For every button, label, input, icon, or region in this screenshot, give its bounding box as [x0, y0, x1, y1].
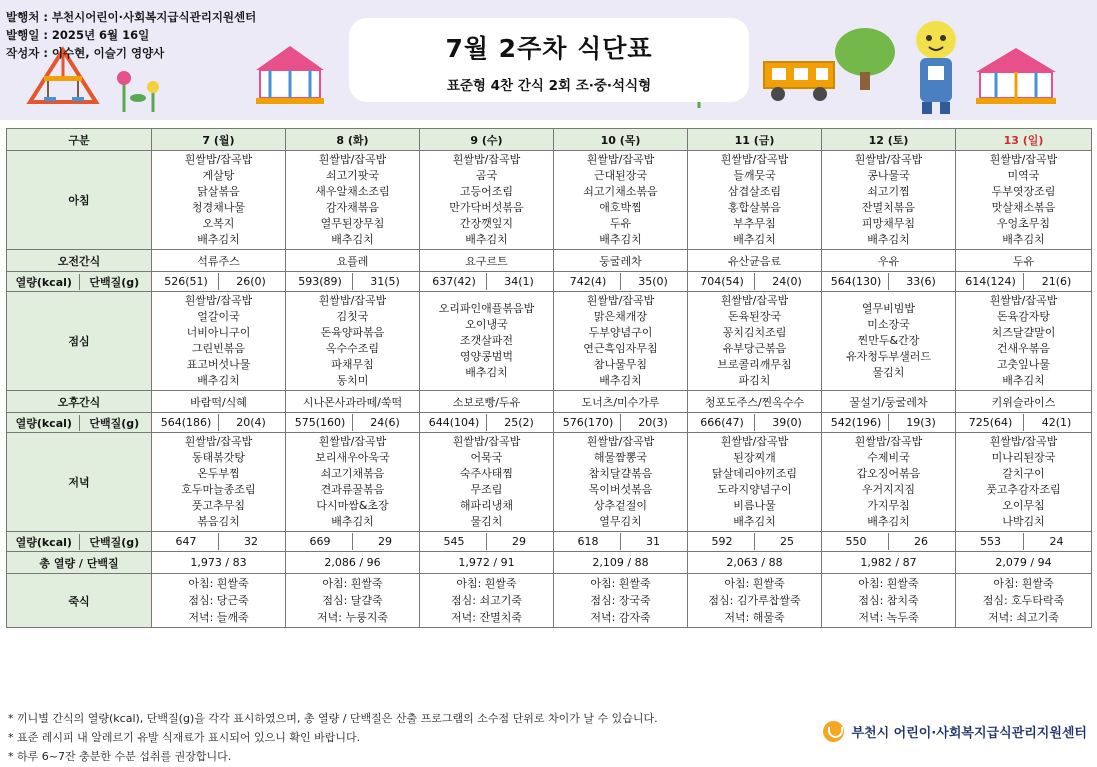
- kcal-value: 704(54): [690, 273, 755, 290]
- total-mon: 1,973 / 83: [152, 552, 286, 574]
- juk-mon: 아침: 흰쌀죽 점심: 당근죽 저녁: 들깨죽: [152, 574, 286, 628]
- afternoon-snack-sun: 키위슬라이스: [956, 391, 1092, 413]
- row-kcal-morning: [7, 272, 1092, 292]
- kcal-value: 593(89): [288, 273, 353, 290]
- col-header-0: 구분: [7, 129, 152, 151]
- row-morning-snack: [7, 250, 1092, 272]
- row-label-afternoon-snack: 오후간식: [7, 391, 152, 413]
- kcal-value: 564(130): [824, 273, 889, 290]
- kcal-afternoon-wed: [420, 413, 554, 433]
- kcal-value: 644(104): [422, 414, 487, 431]
- lunch-sun: 흰쌀밥/잡곡밥 돈육감자탕 치즈달걀말이 건새우볶음 고춧잎나물 배추김치: [956, 292, 1092, 391]
- kcal-label-left-2: 열량(kcal): [9, 415, 80, 431]
- breakfast-thu: 흰쌀밥/잡곡밥 근대된장국 쇠고기채소볶음 애호박찜 두유 배추김치: [554, 151, 688, 250]
- juk-tue: 아침: 흰쌀죽 점심: 달걀죽 저녁: 누룽지죽: [286, 574, 420, 628]
- morning-snack-sat: 우유: [822, 250, 956, 272]
- kcal-value: 742(4): [556, 273, 621, 290]
- kcal-value: 550: [824, 533, 889, 550]
- kcal-dinner-sun: [956, 532, 1092, 552]
- page-title: 7월 2주차 식단표: [445, 34, 653, 63]
- morning-snack-sun: 두유: [956, 250, 1092, 272]
- col-header-1: 7 (월): [152, 129, 286, 151]
- lunch-wed: 오리파인애플볶음밥 오이냉국 조갯살파전 영양콩범벅 배추김치: [420, 292, 554, 391]
- train-icon: [760, 52, 840, 108]
- protein-value: 20(3): [638, 416, 668, 429]
- kcal-morning-mon: [152, 272, 286, 292]
- morning-snack-fri: 유산균음료: [688, 250, 822, 272]
- row-label-dinner: 저녁: [7, 433, 152, 532]
- kcal-morning-tue: [286, 272, 420, 292]
- morning-snack-tue: 요플레: [286, 250, 420, 272]
- juk-fri: 아침: 흰쌀죽 점심: 김가루찹쌀죽 저녁: 해물죽: [688, 574, 822, 628]
- row-label-lunch: 점심: [7, 292, 152, 391]
- tree-icon: [830, 22, 900, 92]
- row-dinner: [7, 433, 1092, 532]
- breakfast-tue: 흰쌀밥/잡곡밥 쇠고기팟국 새우알채소조림 감자채볶음 열무된장무침 배추김치: [286, 151, 420, 250]
- kcal-afternoon-tue: [286, 413, 420, 433]
- protein-value: 32: [244, 535, 258, 548]
- juk-sat: 아침: 흰쌀죽 점심: 참치죽 저녁: 녹두죽: [822, 574, 956, 628]
- protein-value: 39(0): [772, 416, 802, 429]
- page-footer: [0, 705, 1097, 767]
- page-header: [0, 0, 1097, 120]
- morning-snack-thu: 둥굴레차: [554, 250, 688, 272]
- row-label-total: 총 열량 / 단백질: [7, 552, 152, 574]
- kcal-value: 545: [422, 533, 487, 550]
- kcal-value: 647: [154, 533, 219, 550]
- breakfast-mon: 흰쌀밥/잡곡밥 게살탕 닭살볶음 청경채나물 오복지 배추김치: [152, 151, 286, 250]
- lunch-tue: 흰쌀밥/잡곡밥 김칫국 돈육양파볶음 옥수수조림 파채무침 동치미: [286, 292, 420, 391]
- col-header-6: 12 (토): [822, 129, 956, 151]
- lunch-sat: 열무비빔밥 미소장국 찐만두&간장 유자청두부샐러드 물김치: [822, 292, 956, 391]
- afternoon-snack-thu: 도너츠/미수가루: [554, 391, 688, 413]
- kcal-value: 564(186): [154, 414, 219, 431]
- kcal-value: 553: [958, 533, 1024, 550]
- afternoon-snack-mon: 바람떡/식혜: [152, 391, 286, 413]
- juk-wed: 아침: 흰쌀죽 점심: 쇠고기죽 저녁: 잔멸치죽: [420, 574, 554, 628]
- kcal-label-right-3: 단백질(g): [89, 535, 140, 549]
- protein-value: 29: [378, 535, 392, 548]
- footer-note-3: * 하루 6~7잔 충분한 수분 섭취를 권장합니다.: [8, 750, 232, 763]
- juk-thu: 아침: 흰쌀죽 점심: 장국죽 저녁: 감자죽: [554, 574, 688, 628]
- kcal-value: 576(170): [556, 414, 621, 431]
- total-tue: 2,086 / 96: [286, 552, 420, 574]
- dinner-wed: 흰쌀밥/잡곡밥 어묵국 숙주사태찜 무조림 해파리냉채 물김치: [420, 433, 554, 532]
- kcal-afternoon-thu: [554, 413, 688, 433]
- title-plate: [349, 18, 749, 102]
- protein-value: 26(0): [236, 275, 266, 288]
- kcal-dinner-wed: [420, 532, 554, 552]
- kcal-value: 575(160): [288, 414, 353, 431]
- kcal-dinner-thu: [554, 532, 688, 552]
- protein-value: 24: [1049, 535, 1064, 548]
- protein-value: 34(1): [504, 275, 534, 288]
- col-header-3: 9 (수): [420, 129, 554, 151]
- kcal-value: 614(124): [958, 273, 1024, 290]
- flower-icon: [108, 62, 168, 112]
- row-totals: [7, 552, 1092, 574]
- footer-note-1: * 끼니별 간식의 열량(kcal), 단백질(g)을 각각 표시하였으며, 총 열량 / 단백질은 산출 프로그램의 소수점 단위로 차이가 날 수 있습니다.: [8, 712, 658, 725]
- smile-logo-icon: [823, 721, 844, 742]
- breakfast-sun: 흰쌀밥/잡곡밥 미역국 두부엿장조림 맛살채소볶음 우엉초무침 배추김치: [956, 151, 1092, 250]
- lunch-mon: 흰쌀밥/잡곡밥 얼갈이국 너비아니구이 그린빈볶음 표고버섯나물 배추김치: [152, 292, 286, 391]
- juk-sun: 아침: 흰쌀죽 점심: 호두타락죽 저녁: 쇠고기죽: [956, 574, 1092, 628]
- row-label-kcal-morning: [7, 272, 152, 292]
- kcal-value: 666(47): [690, 414, 755, 431]
- kcal-morning-fri: [688, 272, 822, 292]
- dinner-tue: 흰쌀밥/잡곡밥 보리새우아욱국 쇠고기채볶음 견과류꿀볶음 다시마쌈&초장 배추김치: [286, 433, 420, 532]
- mascot-character-icon: [900, 16, 972, 116]
- protein-value: 19(3): [906, 416, 936, 429]
- total-thu: 2,109 / 88: [554, 552, 688, 574]
- author-line: 작성자 : 이수현, 이슬기 영양사: [6, 46, 165, 60]
- table-header-row: [7, 129, 1092, 151]
- kcal-value: 637(42): [422, 273, 487, 290]
- kcal-label-right-1: 단백질(g): [89, 275, 140, 289]
- protein-value: 33(6): [906, 275, 936, 288]
- kcal-value: 526(51): [154, 273, 219, 290]
- dinner-fri: 흰쌀밥/잡곡밥 된장찌개 닭살데리야끼조림 도라지양념구이 비름나물 배추김치: [688, 433, 822, 532]
- dinner-mon: 흰쌀밥/잡곡밥 동태볶갓탕 온두부찜 호두마늘종조림 풋고추무침 볶음김치: [152, 433, 286, 532]
- col-header-4: 10 (목): [554, 129, 688, 151]
- kcal-dinner-fri: [688, 532, 822, 552]
- lunch-thu: 흰쌀밥/잡곡밥 맑은채개장 두부양념구이 연근흑임자무침 참나물무침 배추김치: [554, 292, 688, 391]
- kcal-dinner-tue: [286, 532, 420, 552]
- carousel-icon: [250, 40, 330, 112]
- lunch-fri: 흰쌀밥/잡곡밥 돈육된장국 꽁치김치조림 유부당근볶음 브로콜리깨무침 파김치: [688, 292, 822, 391]
- total-fri: 2,063 / 88: [688, 552, 822, 574]
- total-wed: 1,972 / 91: [420, 552, 554, 574]
- afternoon-snack-wed: 소보로빵/두유: [420, 391, 554, 413]
- page-subtitle: 표준형 4찬 간식 2회 조·중·석식형: [446, 78, 652, 94]
- issue-date-line: 발행일 : 2025년 6월 16일: [6, 28, 150, 42]
- dinner-sun: 흰쌀밥/잡곡밥 미나리된장국 갈치구이 풋고추감자조림 오이무침 나박김치: [956, 433, 1092, 532]
- afternoon-snack-sat: 꿀설기/둥굴레차: [822, 391, 956, 413]
- carousel-2-icon: [966, 44, 1066, 112]
- morning-snack-mon: 석류주스: [152, 250, 286, 272]
- row-juk: [7, 574, 1092, 628]
- row-label-juk: 죽식: [7, 574, 152, 628]
- protein-value: 25(2): [504, 416, 534, 429]
- afternoon-snack-fri: 청포도주스/찐옥수수: [688, 391, 822, 413]
- kcal-label-left-1: 열량(kcal): [9, 274, 80, 290]
- kcal-afternoon-fri: [688, 413, 822, 433]
- dinner-thu: 흰쌀밥/잡곡밥 해물짬뽕국 참치달걀볶음 목이버섯볶음 상추겉절이 열무김치: [554, 433, 688, 532]
- kcal-label-right-2: 단백질(g): [89, 416, 140, 430]
- protein-value: 31: [646, 535, 660, 548]
- total-sun: 2,079 / 94: [956, 552, 1092, 574]
- kcal-value: 669: [288, 533, 353, 550]
- row-afternoon-snack: [7, 391, 1092, 413]
- footer-notes: [8, 709, 658, 766]
- menu-table: [6, 128, 1092, 628]
- protein-value: 31(5): [370, 275, 400, 288]
- logo-text: 부천시 어린이·사회복지급식관리지원센터: [851, 726, 1087, 741]
- morning-snack-wed: 요구르트: [420, 250, 554, 272]
- kcal-morning-sat: [822, 272, 956, 292]
- protein-value: 25: [780, 535, 794, 548]
- col-header-2: 8 (화): [286, 129, 420, 151]
- center-logo: [823, 721, 1087, 742]
- kcal-morning-sun: [956, 272, 1092, 292]
- row-lunch: [7, 292, 1092, 391]
- row-label-kcal-dinner: [7, 532, 152, 552]
- protein-value: 24(6): [370, 416, 400, 429]
- protein-value: 26: [914, 535, 928, 548]
- kcal-morning-wed: [420, 272, 554, 292]
- dinner-sat: 흰쌀밥/잡곡밥 수제비국 갑오징어볶음 우거지지짐 가지무침 배추김치: [822, 433, 956, 532]
- issuer-line: 발행처 : 부천시어린이·사회복지급식관리지원센터: [6, 10, 257, 24]
- issuer-info: [6, 8, 256, 62]
- col-header-7: 13 (일): [956, 129, 1092, 151]
- breakfast-wed: 흰쌀밥/잡곡밥 곰국 고등어조림 만가닥버섯볶음 간장깻잎지 배추김치: [420, 151, 554, 250]
- protein-value: 20(4): [236, 416, 266, 429]
- row-label-kcal-afternoon: [7, 413, 152, 433]
- footer-note-2: * 표준 레시피 내 알레르기 유발 식재료가 표시되어 있으니 확인 바랍니다.: [8, 731, 361, 744]
- total-sat: 1,982 / 87: [822, 552, 956, 574]
- kcal-dinner-mon: [152, 532, 286, 552]
- protein-value: 42(1): [1041, 416, 1072, 429]
- breakfast-fri: 흰쌀밥/잡곡밥 들깨뭇국 삼겹살조림 홍합살볶음 부추무침 배추김치: [688, 151, 822, 250]
- kcal-afternoon-mon: [152, 413, 286, 433]
- breakfast-sat: 흰쌀밥/잡곡밥 콩나물국 쇠고기찜 잔멸치볶음 피망채무침 배추김치: [822, 151, 956, 250]
- protein-value: 21(6): [1041, 275, 1072, 288]
- kcal-value: 592: [690, 533, 755, 550]
- afternoon-snack-tue: 시나몬사과라떼/쑥떡: [286, 391, 420, 413]
- row-label-breakfast: 아침: [7, 151, 152, 250]
- protein-value: 24(0): [772, 275, 802, 288]
- kcal-morning-thu: [554, 272, 688, 292]
- kcal-dinner-sat: [822, 532, 956, 552]
- protein-value: 35(0): [638, 275, 668, 288]
- kcal-afternoon-sat: [822, 413, 956, 433]
- row-kcal-afternoon: [7, 413, 1092, 433]
- protein-value: 29: [512, 535, 526, 548]
- kcal-label-left-3: 열량(kcal): [9, 534, 80, 550]
- col-header-5: 11 (금): [688, 129, 822, 151]
- row-kcal-dinner: [7, 532, 1092, 552]
- kcal-value: 725(64): [958, 414, 1024, 431]
- row-label-morning-snack: 오전간식: [7, 250, 152, 272]
- kcal-afternoon-sun: [956, 413, 1092, 433]
- kcal-value: 542(196): [824, 414, 889, 431]
- kcal-value: 618: [556, 533, 621, 550]
- row-breakfast: [7, 151, 1092, 250]
